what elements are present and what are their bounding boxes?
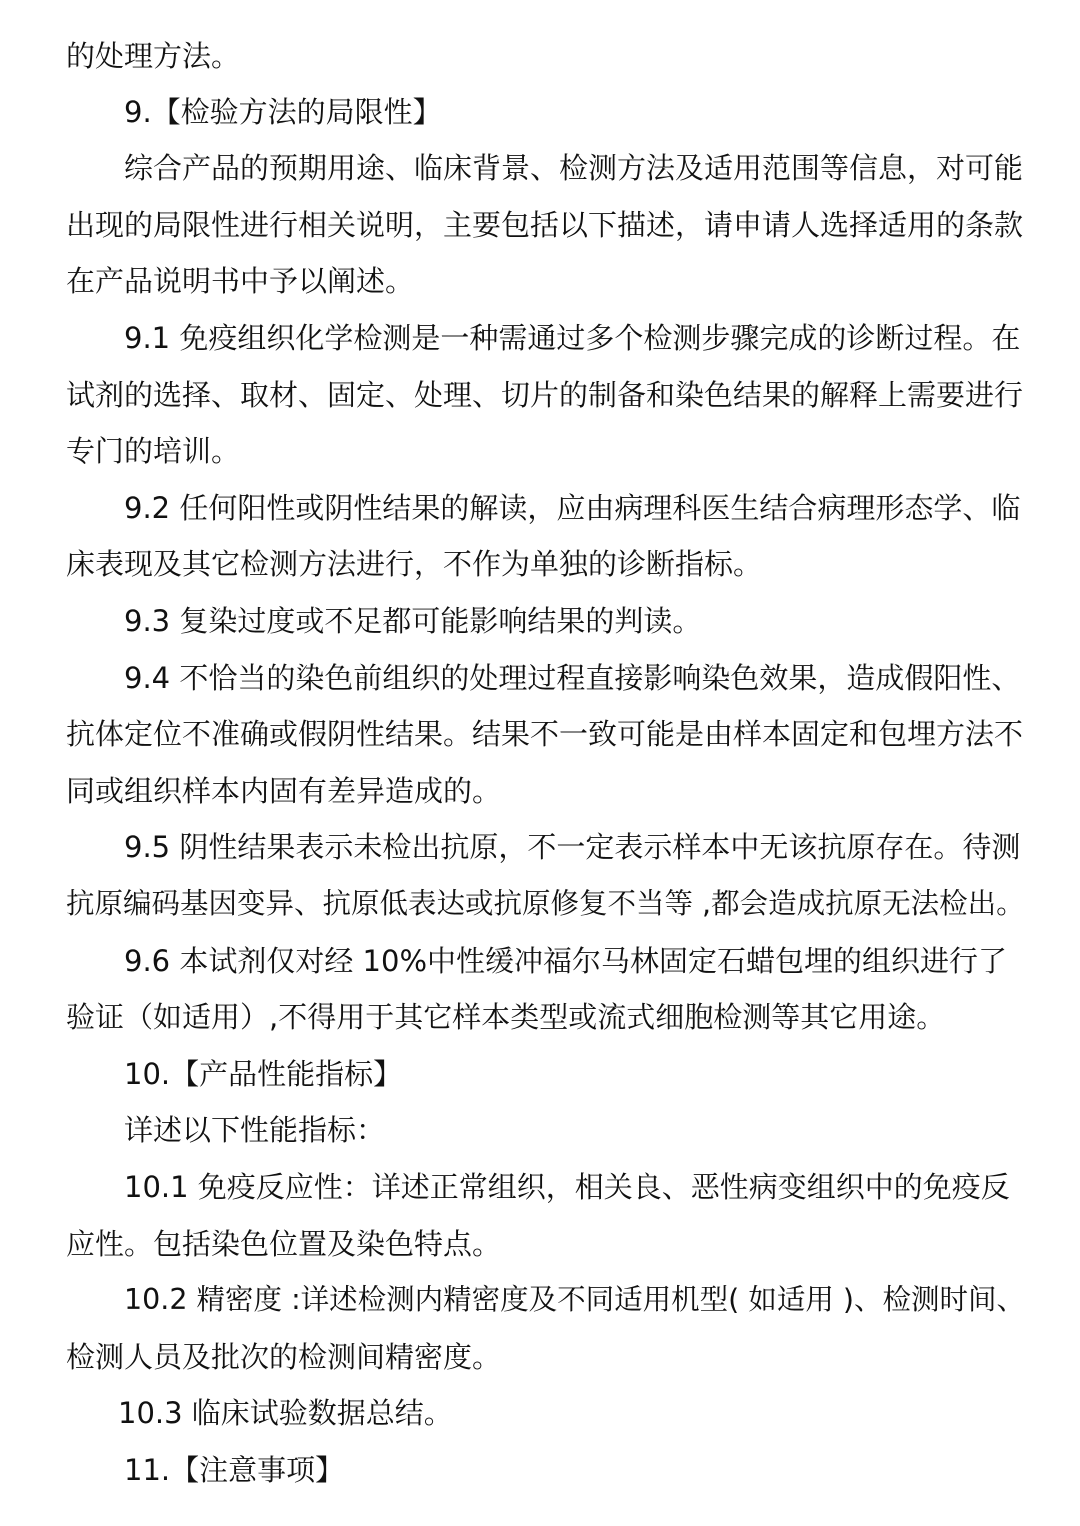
item-9-5: 9.5 阴性结果表示未检出抗原，不一定表示样本中无该抗原存在。待测 <box>124 830 1021 864</box>
text-line: 在产品说明书中予以阐述。 <box>66 264 415 298</box>
section-heading: 9.【检验方法的局限性】 <box>124 95 442 129</box>
text-line: 验证（如适用）,不得用于其它样本类型或流式细胞检测等其它用途。 <box>66 1000 946 1034</box>
text-line: 应性。包括染色位置及染色特点。 <box>66 1227 502 1261</box>
text-line: 试剂的选择、取材、固定、处理、切片的制备和染色结果的解释上需要进行 <box>66 378 1024 412</box>
item-9-6: 9.6 本试剂仅对经 10%中性缓冲福尔马林固定石蜡包埋的组织进行了 <box>124 944 1008 978</box>
item-10-3: 10.3 临床试验数据总结。 <box>118 1396 453 1430</box>
item-10-1: 10.1 免疫反应性：详述正常组织，相关良、恶性病变组织中的免疫反 <box>124 1170 1010 1204</box>
item-10-2: 10.2 精密度 :详述检测内精密度及不同适用机型( 如适用 )、检测时间、 <box>124 1283 1026 1316</box>
item-9-1: 9.1 免疫组织化学检测是一种需通过多个检测步骤完成的诊断过程。在 <box>124 321 1021 355</box>
text-line: 抗原编码基因变异、抗原低表达或抗原修复不当等 ,都会造成抗原无法检出。 <box>66 887 1025 920</box>
section-heading: 11.【注意事项】 <box>124 1453 345 1487</box>
text-line: 专门的培训。 <box>66 434 241 468</box>
text-line: 同或组织样本内固有差异造成的。 <box>66 774 502 808</box>
text-line: 的处理方法。 <box>66 39 241 73</box>
text-line: 出现的局限性进行相关说明，主要包括以下描述，请申请人选择适用的条款 <box>66 208 1024 242</box>
text-line: 检测人员及批次的检测间精密度。 <box>66 1340 502 1374</box>
section-heading: 10.【产品性能指标】 <box>124 1057 403 1091</box>
paragraph-first-line: 详述以下性能指标： <box>124 1113 386 1147</box>
paragraph-first-line: 综合产品的预期用途、临床背景、检测方法及适用范围等信息，对可能 <box>124 151 1024 185</box>
item-9-4: 9.4 不恰当的染色前组织的处理过程直接影响染色效果，造成假阳性、 <box>124 661 1021 695</box>
item-9-2: 9.2 任何阳性或阴性结果的解读，应由病理科医生结合病理形态学、临 <box>124 491 1021 525</box>
item-9-3: 9.3 复染过度或不足都可能影响结果的判读。 <box>124 604 702 638</box>
text-line: 床表现及其它检测方法进行，不作为单独的诊断指标。 <box>66 547 763 581</box>
text-line: 抗体定位不准确或假阴性结果。结果不一致可能是由样本固定和包埋方法不 <box>66 717 1024 751</box>
